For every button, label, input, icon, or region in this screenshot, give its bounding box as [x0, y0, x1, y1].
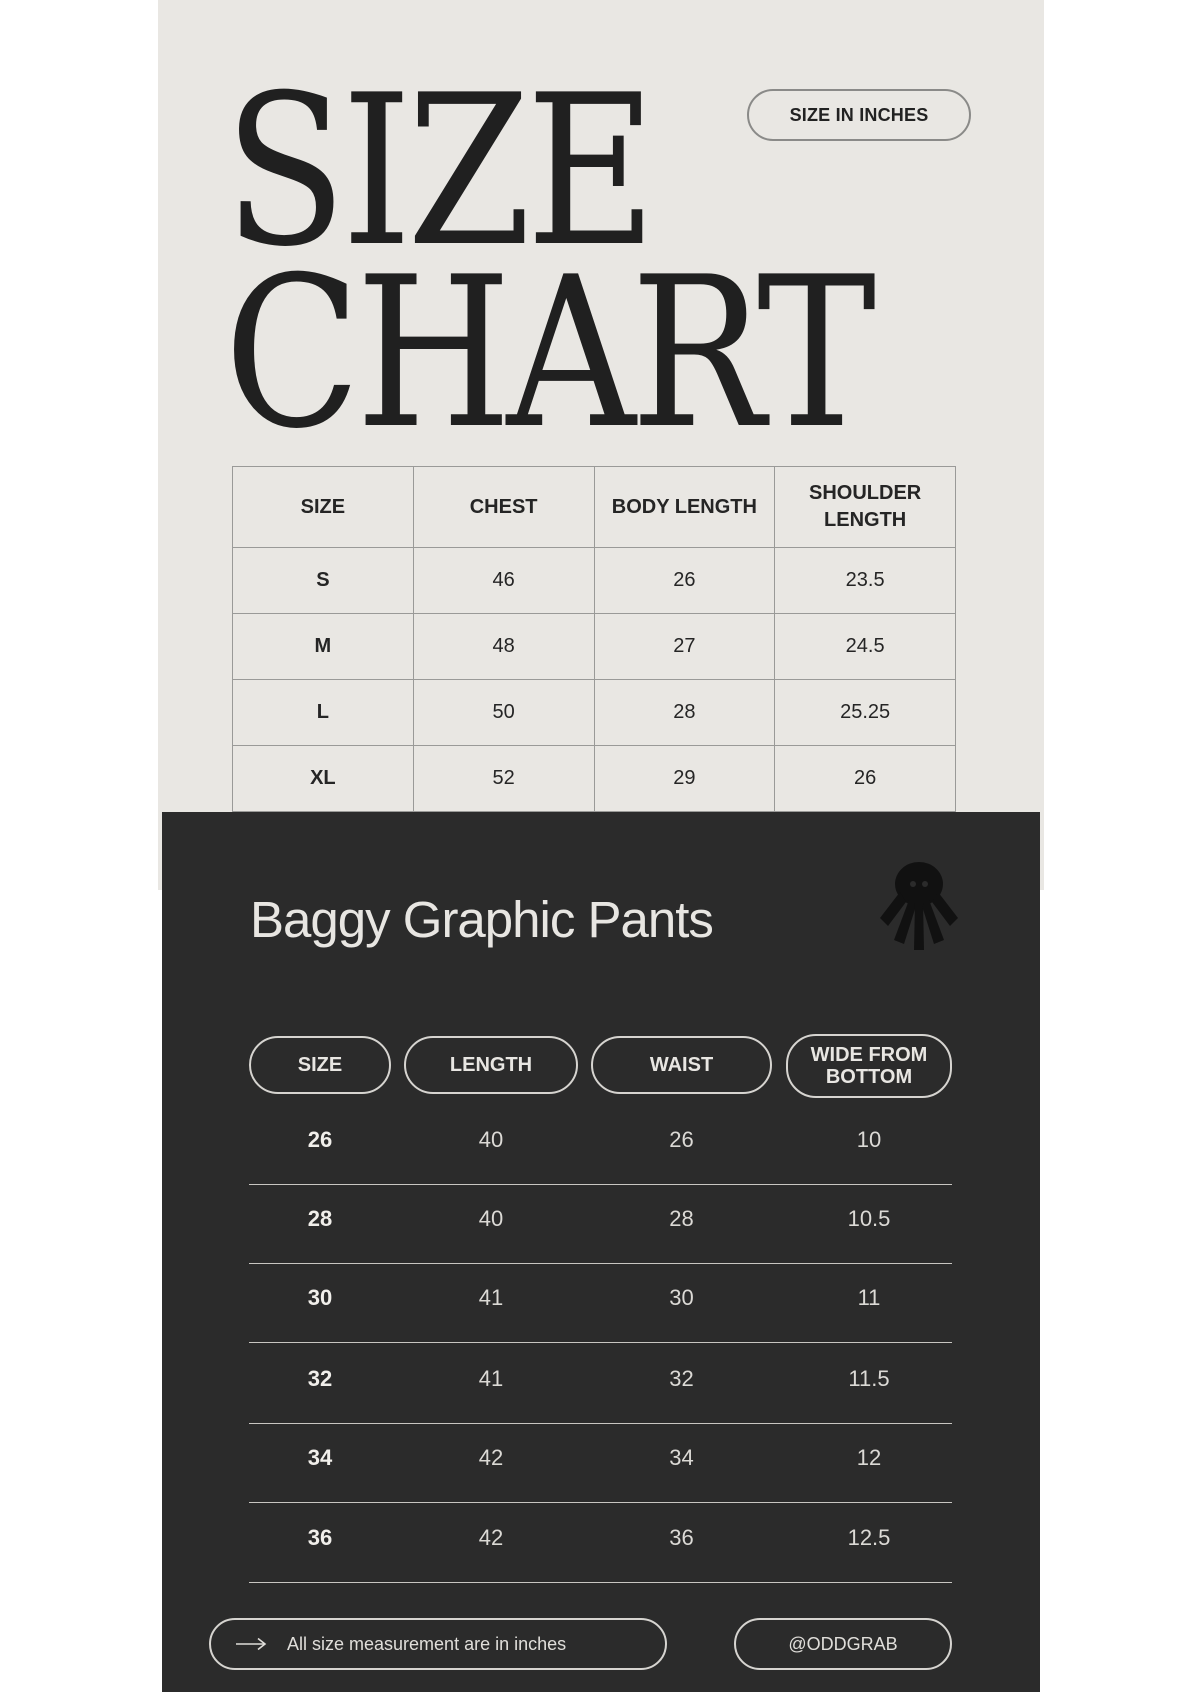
table-cell: 40	[478, 1127, 504, 1152]
table-cell: 26	[307, 1127, 333, 1152]
table-cell: 26	[594, 548, 775, 614]
title-size: SIZE	[224, 51, 652, 293]
table-row	[249, 1345, 952, 1424]
size-in-inches-badge: SIZE IN INCHES	[747, 89, 971, 141]
table-cell: 10	[856, 1127, 882, 1152]
tops-header-chest: CHEST	[413, 467, 594, 548]
table-row	[233, 548, 956, 614]
table-cell: 11	[857, 1285, 881, 1310]
table-cell: 23.5	[775, 548, 956, 614]
table-row	[233, 746, 956, 812]
measurement-note-text: All size measurement are in inches	[287, 1633, 567, 1654]
pants-header-size: SIZE	[249, 1036, 391, 1094]
table-cell: 12	[856, 1445, 882, 1470]
table-cell: 29	[594, 746, 775, 812]
table-cell: 24.5	[775, 614, 956, 680]
table-cell: 30	[669, 1285, 694, 1310]
tops-header-row	[233, 467, 956, 548]
table-cell: 42	[478, 1525, 504, 1550]
tops-header-size: SIZE	[233, 467, 414, 548]
table-cell: S	[233, 548, 414, 614]
table-cell: 11.5	[848, 1366, 890, 1391]
table-cell: 32	[669, 1366, 694, 1391]
table-row	[249, 1106, 952, 1185]
tops-size-table	[232, 466, 956, 812]
arrow-right-icon	[235, 1637, 267, 1651]
table-cell: 41	[478, 1285, 504, 1310]
table-cell: 40	[478, 1206, 504, 1231]
oddgrab-handle: @ODDGRAB	[734, 1618, 952, 1670]
table-row	[233, 680, 956, 746]
table-row	[249, 1185, 952, 1264]
table-cell: 34	[669, 1445, 694, 1470]
table-cell: L	[233, 680, 414, 746]
table-row	[249, 1424, 952, 1503]
table-cell: 30	[307, 1285, 333, 1310]
table-cell: 26	[669, 1127, 694, 1152]
measurement-note	[209, 1618, 667, 1670]
table-cell: 36	[307, 1525, 333, 1550]
table-cell: 36	[669, 1525, 694, 1550]
table-cell: 28	[594, 680, 775, 746]
table-cell: M	[233, 614, 414, 680]
table-row	[249, 1264, 952, 1343]
pants-title: Baggy Graphic Pants	[250, 891, 713, 948]
table-cell: 34	[307, 1445, 333, 1470]
table-cell: 50	[413, 680, 594, 746]
title-chart: CHART	[224, 233, 872, 475]
table-cell: 42	[478, 1445, 504, 1470]
octopus-logo-icon	[874, 856, 964, 952]
table-cell: 12.5	[847, 1525, 891, 1550]
table-cell: 52	[413, 746, 594, 812]
table-cell: 10.5	[847, 1206, 891, 1231]
table-cell: XL	[233, 746, 414, 812]
table-row	[233, 614, 956, 680]
pants-header-length: LENGTH	[404, 1036, 578, 1094]
table-cell: 32	[307, 1366, 333, 1391]
pants-header-wide-from-bottom: WIDE FROM BOTTOM	[786, 1034, 952, 1098]
tops-header-body-length: BODY LENGTH	[594, 467, 775, 548]
table-cell: 25.25	[775, 680, 956, 746]
table-cell: 28	[307, 1206, 333, 1231]
table-cell: 48	[413, 614, 594, 680]
table-cell: 46	[413, 548, 594, 614]
table-cell: 41	[478, 1366, 504, 1391]
table-cell: 26	[775, 746, 956, 812]
table-cell: 27	[594, 614, 775, 680]
tops-header-shoulder-length: SHOULDER LENGTH	[775, 467, 956, 548]
table-cell: 28	[669, 1206, 694, 1231]
pants-header-waist: WAIST	[591, 1036, 772, 1094]
table-row	[249, 1504, 952, 1583]
